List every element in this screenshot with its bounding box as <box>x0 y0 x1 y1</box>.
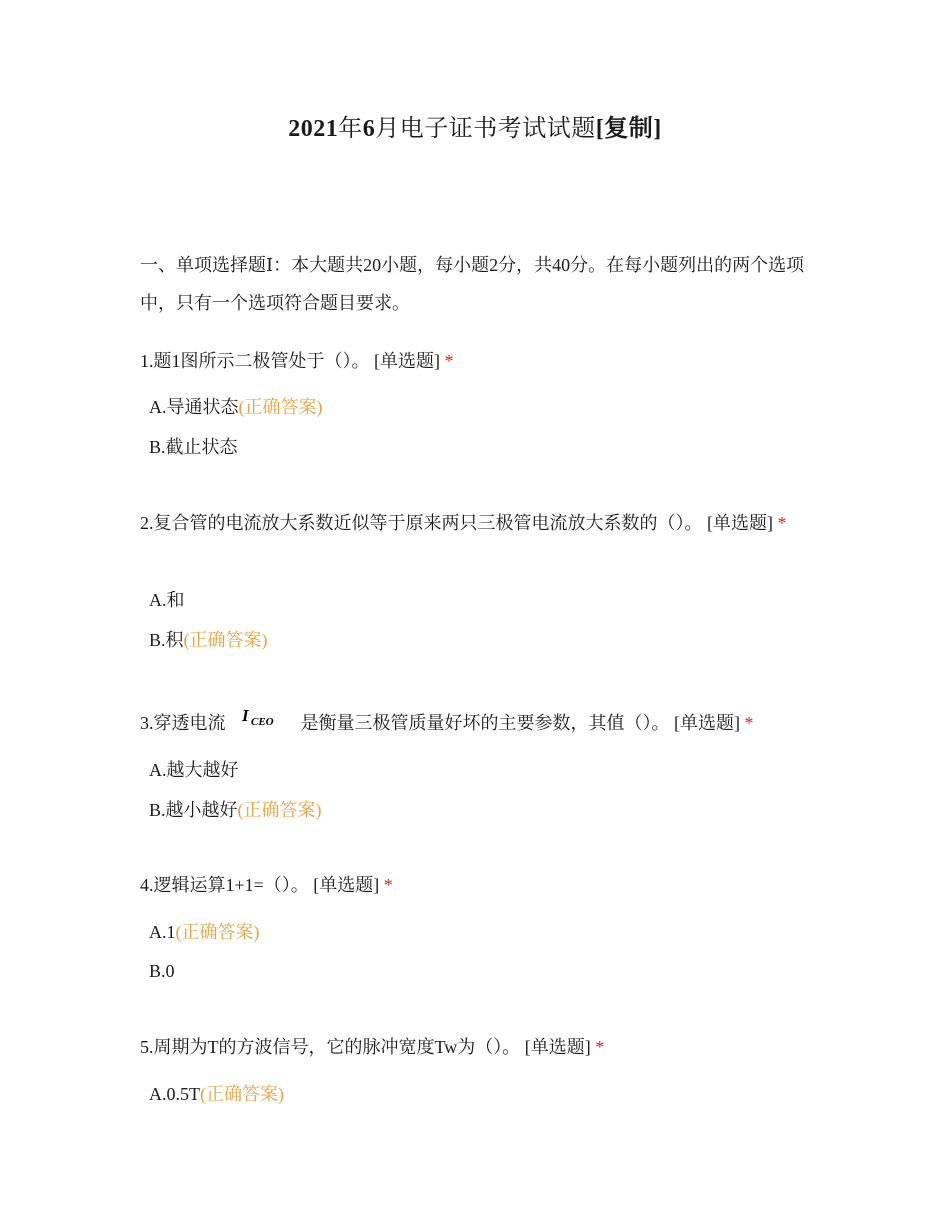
question-text-before: 3.穿透电流 <box>140 713 226 733</box>
svg-text:CEO: CEO <box>251 715 274 728</box>
question-5 <box>140 1031 820 1063</box>
question-2 <box>140 507 820 539</box>
title-text: 月电子证书考试试题 <box>375 116 596 142</box>
option-3a[interactable] <box>149 757 239 783</box>
question-text: 5.周期为T的方波信号，它的脉冲宽度Tw为（）。 [单选题] <box>140 1037 591 1057</box>
option-4b[interactable] <box>149 958 175 984</box>
option-label: B.截止状态 <box>149 437 238 457</box>
svg-text:I: I <box>242 705 249 725</box>
option-1b[interactable] <box>149 434 238 460</box>
question-4 <box>140 869 820 901</box>
title-year-char: 年 <box>338 116 363 142</box>
option-4a[interactable] <box>149 919 260 945</box>
page-title <box>0 108 950 143</box>
option-label: A.和 <box>149 590 185 610</box>
required-star: * <box>444 351 454 371</box>
correct-answer-tag: (正确答案) <box>200 1084 284 1104</box>
option-3b[interactable] <box>149 797 322 823</box>
question-text-after: 是衡量三极管质量好坏的主要参数，其值（）。 [单选题] <box>300 713 740 733</box>
correct-answer-tag: (正确答案) <box>183 630 268 650</box>
required-star: * <box>383 875 393 895</box>
correct-answer-tag: (正确答案) <box>175 922 260 942</box>
option-1a[interactable] <box>149 394 323 420</box>
option-label: A.1 <box>149 922 176 942</box>
required-star: * <box>777 513 787 533</box>
option-2b[interactable] <box>149 627 268 653</box>
question-1 <box>140 345 820 377</box>
option-label: B.0 <box>149 961 175 981</box>
title-suffix: [复制] <box>595 116 662 142</box>
correct-answer-tag: (正确答案) <box>237 800 322 820</box>
title-month: 6 <box>362 116 376 142</box>
formula-iceo-icon <box>238 705 288 737</box>
option-label: B.越小越好 <box>149 800 238 820</box>
correct-answer-tag: (正确答案) <box>238 397 323 417</box>
required-star: * <box>744 713 754 733</box>
option-5a[interactable] <box>149 1081 284 1107</box>
option-label: A.0.5T <box>149 1084 200 1104</box>
option-2a[interactable] <box>149 587 185 613</box>
question-text: 4.逻辑运算1+1=（）。 [单选题] <box>140 875 380 895</box>
option-label: A.越大越好 <box>149 760 239 780</box>
section-heading: 一、单项选择题Ⅰ：本大题共20小题，每小题2分，共40分。在每小题列出的两个选项中，只有一个选项符合题目要求。 <box>140 255 805 313</box>
question-text: 2.复合管的电流放大系数近似等于原来两只三极管电流放大系数的（）。 [单选题] <box>140 513 773 533</box>
question-text: 1.题1图所示二极管处于（）。 [单选题] <box>140 351 440 371</box>
question-3 <box>140 707 820 739</box>
title-year: 2021 <box>288 116 339 142</box>
option-label: A.导通状态 <box>149 397 239 417</box>
option-label: B.积 <box>149 630 184 650</box>
required-star: * <box>595 1037 605 1057</box>
